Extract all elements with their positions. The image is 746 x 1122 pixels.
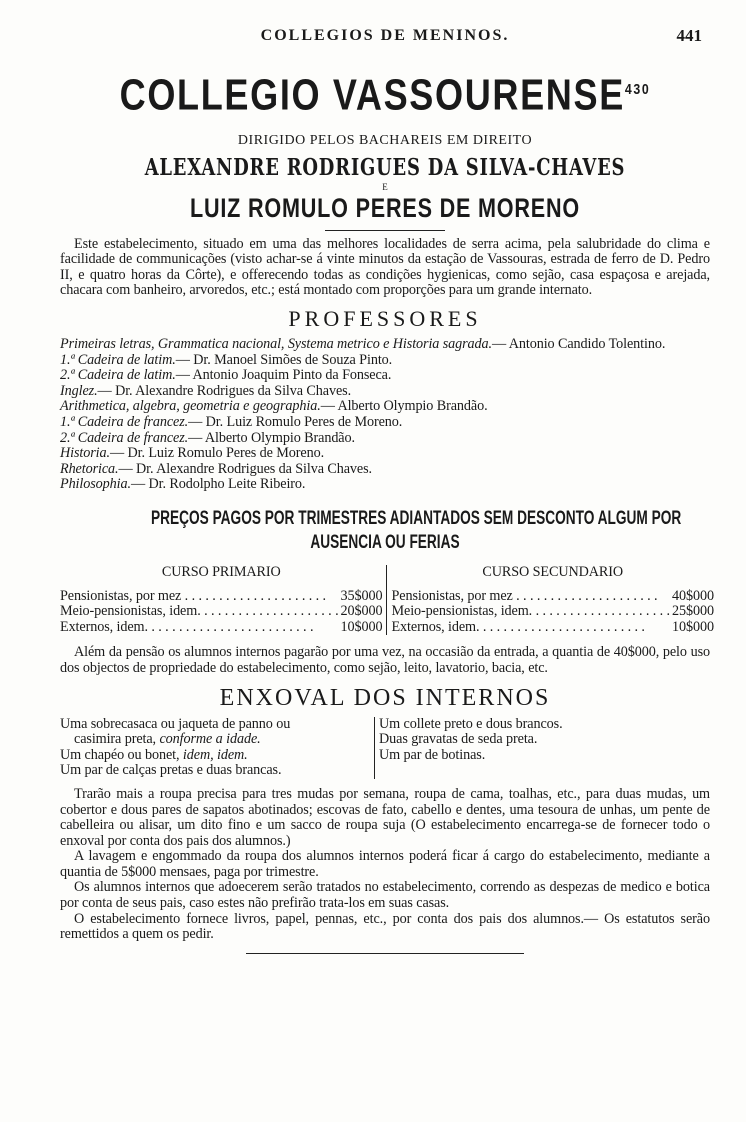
bottom-rule <box>246 953 524 954</box>
teacher: — Antonio Candido Tolentino. <box>492 336 666 353</box>
teacher: — Alberto Olympio Brandão. <box>188 429 355 446</box>
price-row <box>391 589 713 605</box>
price-row <box>60 604 382 620</box>
teacher: — Alberto Olympio Brandão. <box>320 398 488 415</box>
price-value: 10$000 <box>672 618 714 635</box>
enxoval-item: Um par de calças pretas e duas brancas. <box>60 762 282 779</box>
subject: Philosophia. <box>60 476 131 493</box>
price-value: 10$000 <box>340 618 383 635</box>
enxoval-left <box>60 717 374 779</box>
closing-paragraphs <box>60 787 710 943</box>
enxoval-right <box>374 717 710 779</box>
subject: Primeiras letras, Grammatica nacional, Systema metrico e Historia sagrada. <box>60 336 492 353</box>
teacher: — Dr. Luiz Romulo Peres de Moreno. <box>188 414 403 430</box>
curso-secundario-title: CURSO SECUNDARIO <box>482 563 624 580</box>
subject: Rhetorica. <box>60 460 119 477</box>
directors-conj: E <box>382 181 388 192</box>
professores-heading: PROFESSORES <box>288 306 482 332</box>
subject: 2.ª Cadeira de latim. <box>60 367 176 384</box>
enxoval-item: Uma sobrecasaca ou jaqueta de panno ou <box>60 715 291 732</box>
paragraph: O estabelecimento fornece livros, papel, pennas, etc., por conta dos pais dos alumnos.— Os estatutos serão remettidos a quem os pedir. <box>60 910 710 943</box>
paragraph: Os alumnos internos que adoecerem serão tratados no estabelecimento, correndo as despezas de medico e botica por conta de seus pais, caso estes não prefirão trata-los em suas casas. <box>60 879 710 912</box>
price-label: Meio-pensionistas, idem. . . . . . . . . . . . . . . . . . . . . <box>60 604 339 620</box>
price-label: Externos, idem. . . . . . . . . . . . . . . . . . . . . . . . . <box>391 619 645 635</box>
paragraph: A lavagem e engommado da roupa dos alumnos internos poderá ficar á cargo do estabelecimento, mediante a quantia de 5$000 mensaes, paga por trimestre. <box>60 848 710 880</box>
enxoval-item: casimira preta, conforme a idade. <box>74 731 261 748</box>
running-title: COLLEGIOS DE MENINOS. <box>260 27 510 44</box>
subject: Arithmetica, algebra, geometria e geographia. <box>60 398 321 415</box>
professor-item <box>60 337 710 353</box>
teacher: — Dr. Luiz Romulo Peres de Moreno. <box>109 445 325 462</box>
professor-item <box>60 415 710 431</box>
price-row <box>60 620 382 636</box>
precos-table <box>60 563 714 635</box>
subject: 2.ª Cadeira de francez. <box>60 429 189 446</box>
subject: Historia. <box>60 445 110 462</box>
paragraph: Trarão mais a roupa precisa para tres mudas por semana, roupa de cama, toalhas, etc., para duas mudas, um cobertor e dous pares de sapatos abotinados; escovas de fato, cabello e dentes, uma tesoura de unhas, um pente de cabelleira ou alisar, um dito fino e um sacco de roupa suja (O estabelecimento encarrega-se de fornecer todo o enxoval por conta dos pais dos alumnos.) <box>60 785 710 849</box>
price-value: 20$000 <box>340 603 383 620</box>
professores-list <box>60 337 710 493</box>
professor-item <box>60 477 710 493</box>
subject: 1.ª Cadeira de latim. <box>60 351 176 368</box>
enxoval-table <box>60 717 710 779</box>
enxoval-item: Duas gravatas de seda preta. <box>379 731 538 748</box>
running-header <box>60 26 710 48</box>
enxoval-item: Um chapéo ou bonet, idem, idem. <box>60 746 248 763</box>
professor-item <box>60 446 710 462</box>
price-label: Pensionistas, por mez . . . . . . . . . . . . . . . . . . . . . <box>391 588 658 604</box>
precos-heading: PREÇOS PAGOS POR TRIMESTRES ADIANTADOS SEM DESCONTO ALGUM POR AUSENCIA OU FERIAS <box>150 507 682 553</box>
teacher: — Dr. Alexandre Rodrigues da Silva Chaves. <box>97 382 352 399</box>
professor-item <box>60 462 710 478</box>
price-label: Pensionistas, por mez . . . . . . . . . . . . . . . . . . . . . <box>60 588 327 604</box>
ornament-divider <box>325 230 445 231</box>
teacher: — Dr. Alexandre Rodrigues da Silva Chaves. <box>118 460 372 477</box>
professor-item <box>60 368 710 384</box>
professor-item <box>60 431 710 447</box>
subject: 1.ª Cadeira de francez. <box>60 414 189 430</box>
subject: Inglez. <box>60 382 98 399</box>
professor-item <box>60 384 710 400</box>
page-content <box>60 26 714 954</box>
page-number: 441 <box>676 26 702 45</box>
price-label: Meio-pensionistas, idem. . . . . . . . . . . . . . . . . . . . . <box>391 604 670 620</box>
price-value: 25$000 <box>672 603 714 620</box>
director-2: LUIZ ROMULO PERES DE MORENO <box>189 192 581 223</box>
director-1: ALEXANDRE RODRIGUES DA SILVA-CHAVES <box>144 153 626 181</box>
professor-item <box>60 353 710 369</box>
price-row <box>391 604 713 620</box>
page-title: COLLEGIO VASSOURENSE$^{430}$ <box>119 70 651 120</box>
price-value: 40$000 <box>672 587 714 604</box>
curso-primario <box>60 565 386 635</box>
directors-intro: DIRIGIDO PELOS BACHAREIS EM DIREITO <box>237 132 533 148</box>
enxoval-heading: ENXOVAL DOS INTERNOS <box>219 684 551 711</box>
curso-primario-title: CURSO PRIMARIO <box>161 563 281 580</box>
enxoval-item: Um par de botinas. <box>379 746 486 763</box>
precos-note: Além da pensão os alumnos internos pagarão por uma vez, na occasião da entrada, a quantia de 40$000, pelo uso dos objectos de propriedade do estabelecimento, como sejão, leito, lavatorio, bacia, etc. <box>60 644 710 676</box>
curso-secundario <box>386 565 713 635</box>
teacher: — Dr. Rodolpho Leite Ribeiro. <box>130 476 306 493</box>
intro-paragraph: Este estabelecimento, situado em uma das melhores localidades de serra acima, pela salubridade do clima e facilidade de communicações (visto achar-se á vinte minutos da estação de Vassouras, estrada de ferro de D. Pedro II, e quatro horas da Côrte), e offerecendo todas as condições hygienicas, como sejão, casa espaçosa e arejada, chacara com banheiro, arvoredos, etc.; está montado com proporções para um grande internato. <box>60 235 710 299</box>
price-row <box>391 620 713 636</box>
teacher: — Dr. Manoel Simões de Souza Pinto. <box>175 351 393 368</box>
price-label: Externos, idem. . . . . . . . . . . . . . . . . . . . . . . . . <box>60 619 314 635</box>
professor-item <box>60 399 710 415</box>
enxoval-item: Um collete preto e dous brancos. <box>379 715 563 732</box>
price-value: 35$000 <box>340 587 383 604</box>
teacher: — Antonio Joaquim Pinto da Fonseca. <box>175 367 392 384</box>
price-row <box>60 589 382 605</box>
